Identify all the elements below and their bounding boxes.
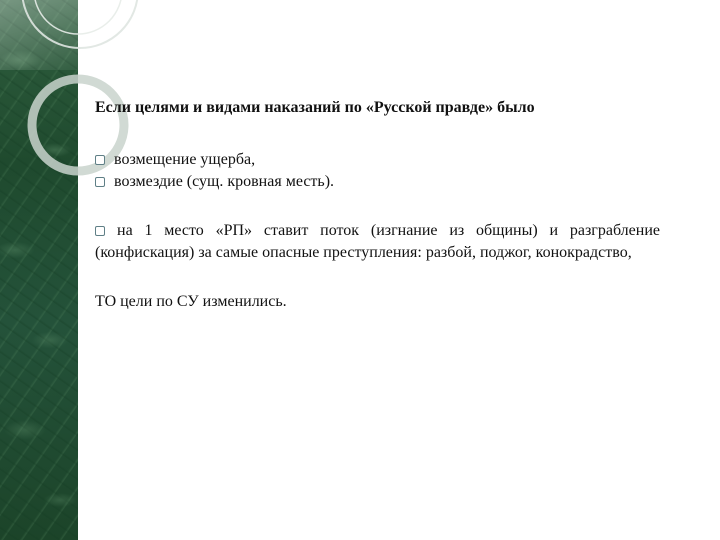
checkbox-bullet-icon xyxy=(95,226,105,236)
bullet-text: возмездие (сущ. кровная месть). xyxy=(114,173,335,190)
checkbox-bullet-icon xyxy=(95,155,105,165)
paragraph-item xyxy=(95,220,660,264)
bullet-text: возмещение ущерба, xyxy=(114,151,256,168)
checkbox-bullet-icon xyxy=(95,177,105,187)
conclusion-text: ТО цели по СУ изменились. xyxy=(95,293,287,310)
bullet-item-2 xyxy=(95,171,660,193)
paragraph-text: на 1 место «РП» ставит поток (изгнание из общины) и разграбление (конфискация) за самые опасные преступления: разбой, поджог, конокрадство, xyxy=(95,222,660,261)
slide-heading: Если целями и видами наказаний по «Русской правде» было xyxy=(95,99,535,116)
bullet-item-1 xyxy=(95,149,660,171)
slide-content xyxy=(95,97,660,313)
